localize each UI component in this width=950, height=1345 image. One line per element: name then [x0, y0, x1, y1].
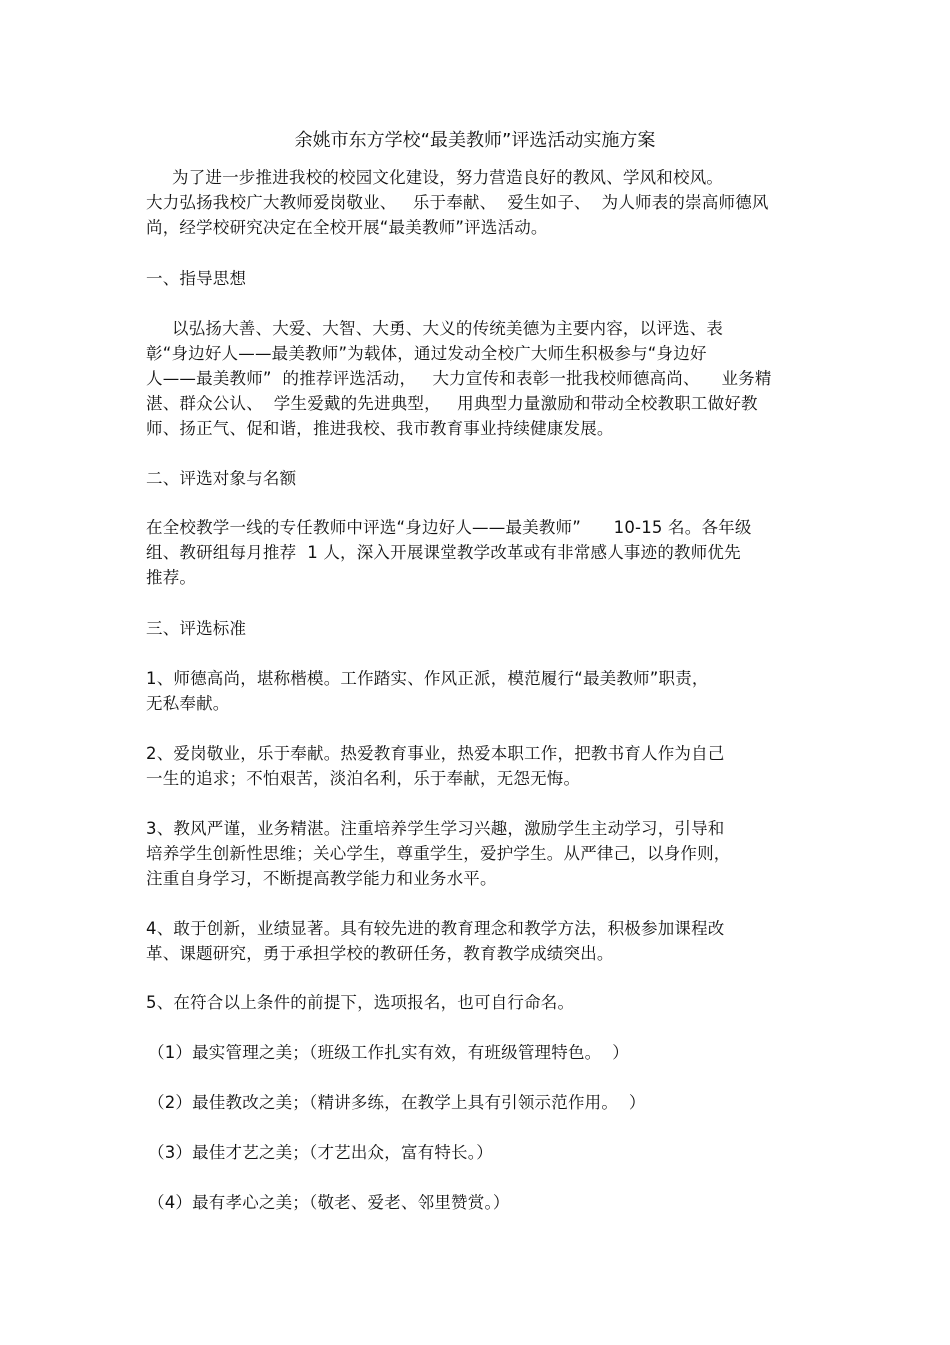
criteria-4-line-1: 4、敢于创新，业绩显著。具有较先进的教育理念和教学方法，积极参加课程改	[146, 919, 725, 938]
section-1-line-5: 师、扬正气、促和谐，推进我校、我市教育事业持续健康发展。	[146, 419, 614, 438]
intro-line-3: 尚，经学校研究决定在全校开展“最美教师”评选活动。	[146, 218, 548, 237]
criteria-3-line-2: 培养学生创新性思维；关心学生，尊重学生，爱护学生。从严律己，以身作则，	[146, 844, 731, 863]
section-1-line-2: 彰“身边好人——最美教师”为载体，通过发动全校广大师生积极参与“身边好	[146, 344, 707, 363]
subitem-2: （2）最佳教改之美；（精讲多练，在教学上具有引领示范作用。 ）	[148, 1093, 646, 1112]
subitem-1: （1）最实管理之美；（班级工作扎实有效，有班级管理特色。 ）	[148, 1043, 629, 1062]
subitem-3: （3）最佳才艺之美；（才艺出众，富有特长。）	[148, 1143, 493, 1162]
section-2-heading: 二、评选对象与名额	[146, 469, 297, 488]
intro-line-2: 大力弘扬我校广大教师爱岗敬业、 乐于奉献、 爱生如子、 为人师表的崇高师德风	[146, 193, 769, 212]
section-3-heading: 三、评选标准	[146, 619, 247, 638]
section-1-line-3: 人——最美教师” 的推荐评选活动， 大力宣传和表彰一批我校师德高尚、 业务精	[146, 369, 772, 388]
criteria-5: 5、在符合以上条件的前提下，选项报名，也可自行命名。	[146, 993, 575, 1012]
document-title: 余姚市东方学校“最美教师”评选活动实施方案	[294, 130, 656, 151]
section-1-heading: 一、指导思想	[146, 269, 247, 288]
criteria-1-line-1: 1、师德高尚，堪称楷模。工作踏实、作风正派，模范履行“最美教师”职责，	[146, 669, 709, 688]
section-2-line-1: 在全校教学一线的专任教师中评选“身边好人——最美教师” 10-15 名。各年级	[146, 518, 752, 537]
intro-line-1: 为了进一步推进我校的校园文化建设，努力营造良好的教风、学风和校风。	[172, 168, 724, 187]
criteria-3-line-3: 注重自身学习，不断提高教学能力和业务水平。	[146, 869, 497, 888]
section-1-line-1: 以弘扬大善、大爱、大智、大勇、大义的传统美德为主要内容，以评选、表	[172, 319, 724, 338]
criteria-1-line-2: 无私奉献。	[146, 694, 230, 713]
criteria-2-line-2: 一生的追求；不怕艰苦，淡泊名利，乐于奉献，无怨无悔。	[146, 769, 581, 788]
section-2-line-3: 推荐。	[146, 568, 197, 587]
section-2-line-2: 组、教研组每月推荐 1 人，深入开展课堂教学改革或有非常感人事迹的教师优先	[146, 543, 741, 562]
criteria-4-line-2: 革、课题研究，勇于承担学校的教研任务，教育教学成绩突出。	[146, 944, 614, 963]
subitem-4: （4）最有孝心之美；（敬老、爱老、邻里赞赏。）	[148, 1193, 510, 1212]
section-1-line-4: 湛、群众公认、 学生爱戴的先进典型， 用典型力量激励和带动全校教职工做好教	[146, 394, 758, 413]
criteria-2-line-1: 2、爱岗敬业，乐于奉献。热爱教育事业，热爱本职工作，把教书育人作为自己	[146, 744, 725, 763]
criteria-3-line-1: 3、教风严谨，业务精湛。注重培养学生学习兴趣，激励学生主动学习，引导和	[146, 819, 725, 838]
